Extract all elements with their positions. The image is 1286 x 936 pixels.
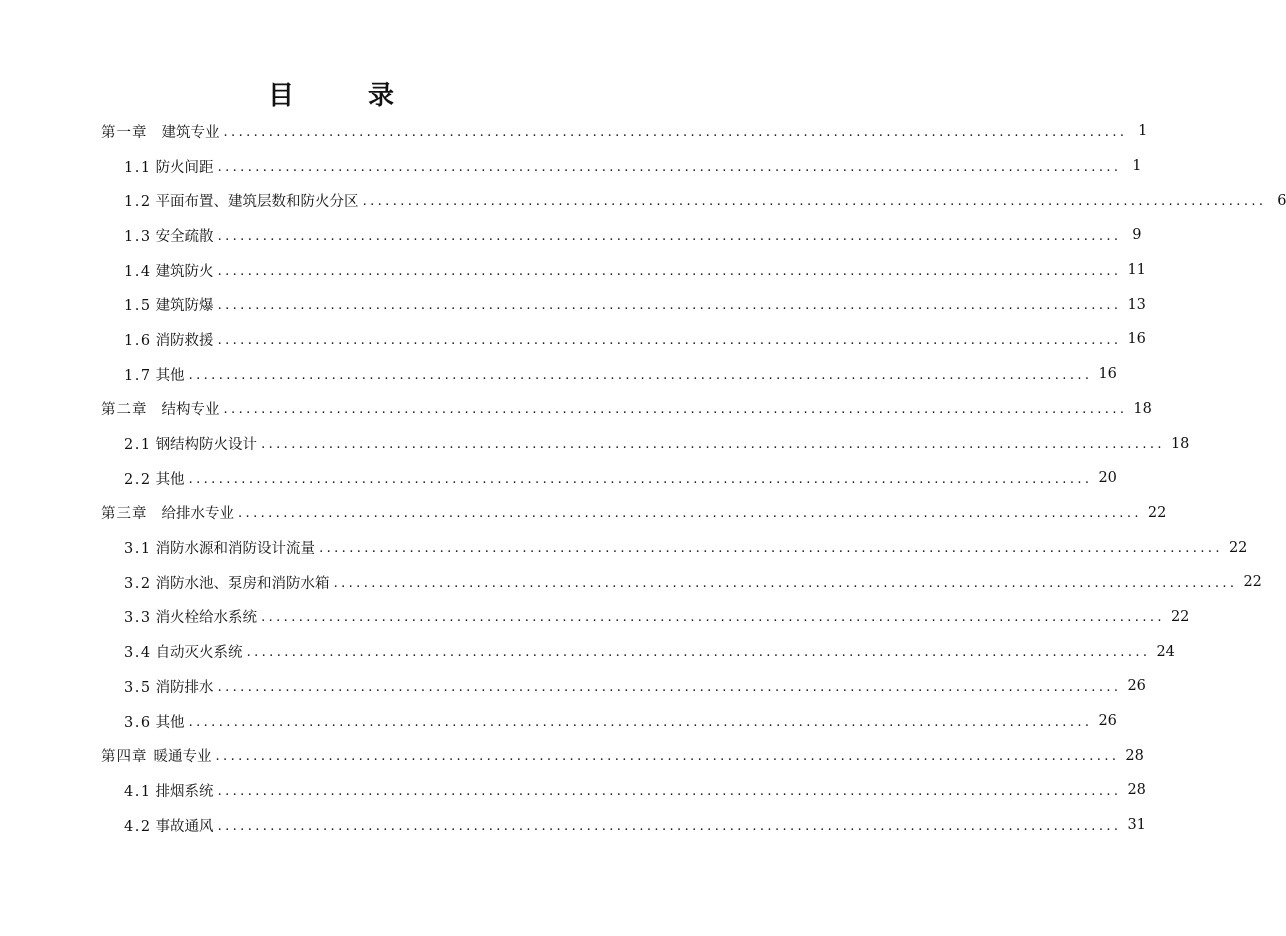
- toc-entry-number: 3.5: [124, 679, 152, 696]
- toc-leader-dots: ........................................................................................................................: [188, 714, 1093, 730]
- toc-entry-page: 22: [1228, 539, 1248, 556]
- toc-entry-section-1-1[interactable]: [0, 149, 1142, 184]
- toc-entry-number: 第一章: [101, 124, 148, 141]
- toc-leader-dots: ........................................................................................................................: [217, 679, 1122, 695]
- toc-entry-label: [101, 745, 212, 766]
- toc-entry-page: 31: [1127, 817, 1146, 834]
- toc-entry-page: 13: [1127, 296, 1146, 313]
- toc-entry-title: 平面布置、建筑层数和防火分区: [155, 194, 359, 211]
- toc-entry-section-3-4[interactable]: [0, 634, 1175, 669]
- toc-entry-page: 26: [1098, 713, 1117, 730]
- toc-entry-label: [101, 502, 234, 523]
- toc-entry-title: 消防排水: [155, 679, 214, 696]
- toc-leader-dots: ........................................................................................................................: [246, 645, 1151, 661]
- toc-entry-page: 26: [1127, 678, 1146, 695]
- toc-entry-title: 消防水池、泵房和消防水箱: [155, 575, 330, 592]
- toc-entry-number: 2.1: [124, 437, 152, 454]
- toc-entry-section-1-6[interactable]: [0, 322, 1146, 357]
- toc-entry-title: 消火栓给水系统: [155, 610, 258, 627]
- toc-leader-dots: ........................................................................................................................: [362, 194, 1267, 210]
- toc-entry-label: [101, 398, 220, 419]
- toc-entry-number: 第三章: [101, 506, 148, 523]
- toc-entry-label: [124, 537, 315, 558]
- toc-entry-number: 1.7: [124, 367, 152, 384]
- toc-entry-page: 9: [1132, 227, 1142, 244]
- toc-entry-section-3-2[interactable]: [0, 565, 1262, 600]
- toc-leader-dots: ........................................................................................................................: [217, 159, 1122, 175]
- toc-entry-label: [101, 121, 220, 142]
- toc-entry-section-3-6[interactable]: [0, 704, 1117, 739]
- toc-leader-dots: ........................................................................................................................: [217, 332, 1122, 348]
- toc-entry-section-1-7[interactable]: [0, 357, 1117, 392]
- toc-entry-page: 16: [1127, 331, 1146, 348]
- toc-entry-number: 3.1: [124, 541, 152, 558]
- toc-entry-label: [124, 606, 257, 627]
- toc-entry-section-4-1[interactable]: [0, 773, 1146, 808]
- toc-entry-chapter-3[interactable]: [0, 496, 1167, 531]
- toc-entry-number: 1.4: [124, 263, 152, 280]
- toc-entry-chapter-1[interactable]: [0, 114, 1148, 149]
- toc-entry-label: [124, 294, 214, 315]
- toc-entry-number: 1.5: [124, 298, 152, 315]
- toc-entry-number: 4.2: [124, 818, 152, 835]
- toc-entry-page: 28: [1127, 782, 1146, 799]
- toc-leader-dots: ........................................................................................................................: [217, 783, 1122, 799]
- toc-leader-dots: ........................................................................................................................: [188, 367, 1093, 383]
- toc-entry-section-2-2[interactable]: [0, 461, 1117, 496]
- toc-entry-number: 1.1: [124, 159, 152, 176]
- toc-entry-title: 建筑专业: [161, 124, 220, 141]
- toc-entry-number: 3.2: [124, 575, 152, 592]
- toc-entry-title: 消防救援: [155, 332, 214, 349]
- toc-entry-label: [124, 190, 359, 211]
- toc-entry-section-1-5[interactable]: [0, 287, 1146, 322]
- toc-entry-title: 其他: [155, 367, 185, 384]
- toc-entry-page: 18: [1133, 400, 1152, 417]
- toc-entry-title: 防火间距: [155, 159, 214, 176]
- toc-entry-page: 18: [1170, 435, 1190, 452]
- toc-entry-section-2-1[interactable]: [0, 426, 1190, 461]
- toc-entry-title: 给排水专业: [161, 506, 234, 523]
- toc-entry-number: 第四章: [101, 749, 148, 766]
- toc-entry-title: 结构专业: [161, 402, 220, 419]
- toc-entry-number: 1.3: [124, 228, 152, 245]
- toc-entry-label: [124, 225, 214, 246]
- toc-entry-title: 建筑防爆: [155, 298, 214, 315]
- toc-entry-number: 3.6: [124, 714, 152, 731]
- toc-entry-page: 28: [1125, 747, 1144, 764]
- toc-leader-dots: ........................................................................................................................: [333, 575, 1238, 591]
- toc-leader-dots: ........................................................................................................................: [261, 610, 1165, 626]
- toc-leader-dots: ........................................................................................................................: [223, 402, 1128, 418]
- toc-entry-page: 1: [1132, 158, 1142, 175]
- toc-entry-number: 1.2: [124, 194, 152, 211]
- toc-title: 目 录: [267, 81, 418, 111]
- toc-entry-page: 6: [1277, 192, 1286, 209]
- toc-entry-page: 22: [1243, 574, 1262, 591]
- toc-entry-number: 2.2: [124, 471, 152, 488]
- toc-entry-label: [124, 156, 214, 177]
- toc-entry-title: 安全疏散: [155, 228, 214, 245]
- toc-entry-chapter-2[interactable]: [0, 392, 1152, 427]
- toc-list: [0, 114, 1286, 842]
- toc-leader-dots: ........................................................................................................................: [261, 437, 1165, 453]
- toc-entry-title: 消防水源和消防设计流量: [155, 541, 316, 558]
- toc-entry-label: [124, 329, 214, 350]
- toc-entry-section-3-3[interactable]: [0, 600, 1190, 635]
- toc-entry-chapter-4[interactable]: [0, 738, 1144, 773]
- toc-entry-page: 22: [1170, 608, 1190, 625]
- toc-entry-page: 20: [1098, 470, 1117, 487]
- toc-entry-title: 其他: [155, 714, 185, 731]
- toc-entry-label: [124, 780, 214, 801]
- toc-leader-dots: ........................................................................................................................: [217, 818, 1122, 834]
- toc-entry-label: [124, 572, 330, 593]
- toc-entry-label: [124, 364, 185, 385]
- toc-entry-section-3-5[interactable]: [0, 669, 1146, 704]
- toc-leader-dots: ........................................................................................................................: [319, 541, 1223, 557]
- toc-entry-label: [124, 676, 214, 697]
- toc-leader-dots: ........................................................................................................................: [217, 228, 1122, 244]
- toc-entry-number: 4.1: [124, 783, 152, 800]
- toc-leader-dots: ........................................................................................................................: [223, 124, 1128, 140]
- toc-entry-section-1-3[interactable]: [0, 218, 1142, 253]
- toc-leader-dots: ........................................................................................................................: [238, 506, 1142, 522]
- toc-leader-dots: ........................................................................................................................: [215, 749, 1120, 765]
- toc-entry-title: 建筑防火: [155, 263, 214, 280]
- toc-entry-label: [124, 433, 257, 454]
- toc-entry-page: 16: [1098, 366, 1117, 383]
- toc-entry-title: 钢结构防火设计: [155, 437, 258, 454]
- toc-leader-dots: ........................................................................................................................: [217, 263, 1122, 279]
- toc-entry-section-1-2[interactable]: [0, 183, 1286, 218]
- toc-entry-section-1-4[interactable]: [0, 253, 1146, 288]
- toc-leader-dots: ........................................................................................................................: [217, 298, 1122, 314]
- toc-entry-title: 暖通专业: [153, 749, 212, 766]
- toc-entry-number: 第二章: [101, 402, 148, 419]
- toc-entry-section-4-2[interactable]: [0, 808, 1146, 843]
- toc-entry-label: [124, 468, 185, 489]
- toc-entry-page: 24: [1156, 643, 1175, 660]
- toc-entry-page: 11: [1127, 262, 1146, 279]
- toc-leader-dots: ........................................................................................................................: [188, 471, 1093, 487]
- toc-entry-label: [124, 260, 214, 281]
- toc-entry-page: 1: [1138, 123, 1148, 140]
- toc-entry-title: 排烟系统: [155, 783, 214, 800]
- toc-entry-title: 自动灭火系统: [155, 645, 243, 662]
- toc-entry-number: 3.3: [124, 610, 152, 627]
- toc-entry-number: 3.4: [124, 645, 152, 662]
- toc-entry-number: 1.6: [124, 332, 152, 349]
- toc-entry-page: 22: [1147, 504, 1167, 521]
- toc-entry-title: 事故通风: [155, 818, 214, 835]
- toc-entry-label: [124, 815, 214, 836]
- toc-entry-title: 其他: [155, 471, 185, 488]
- toc-entry-section-3-1[interactable]: [0, 530, 1248, 565]
- toc-entry-label: [124, 711, 185, 732]
- toc-entry-label: [124, 641, 243, 662]
